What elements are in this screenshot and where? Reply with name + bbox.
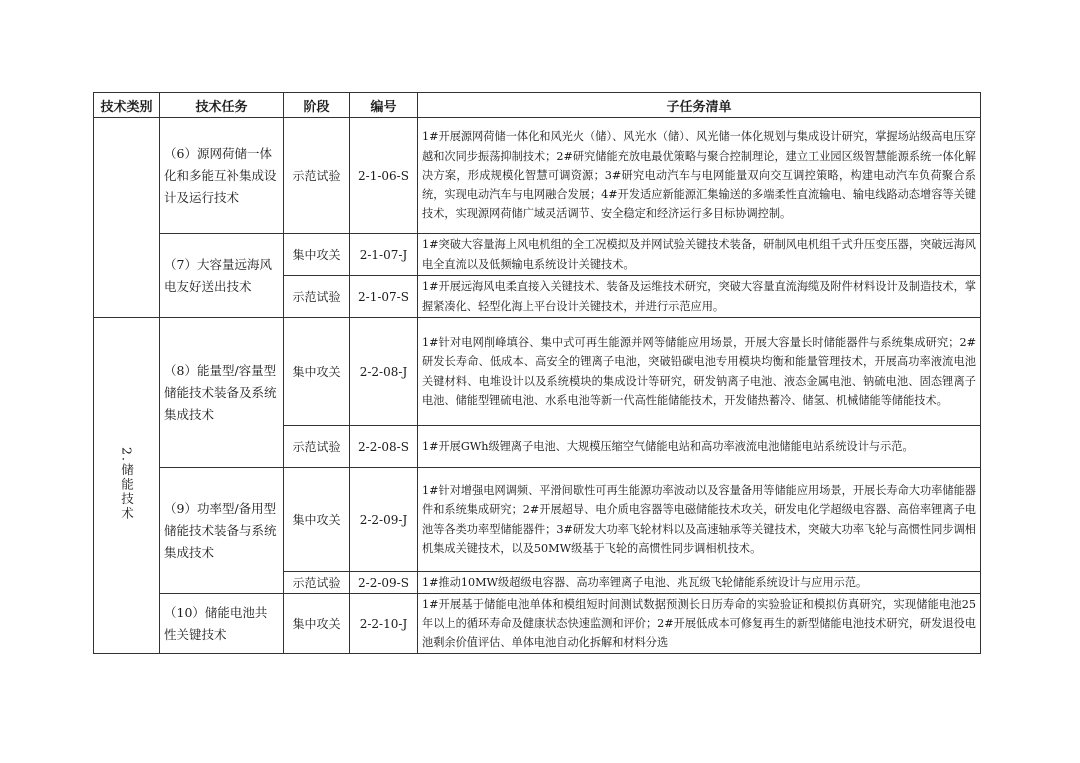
table-row — [94, 234, 981, 276]
task-cell: （6）源网荷储一体化和多能互补集成设计及运行技术 — [160, 118, 284, 234]
subtask-cell: 1#针对增强电网调频、平滑间歇性可再生能源功率波动以及容量备用等储能应用场景，开展长寿命大功率储能器件和系统集成研究；2#开展超导、电介质电容器等电磁储能技术攻关，研发电化学超级电容器、高倍率锂离子电池等各类功率型储能器件；3#研发大功率飞轮材料以及高速轴承等关键技术，突破大功率飞轮与高惯性同步调相机集成关键技术，以及50MW级基于飞轮的高惯性同步调相机技术。 — [418, 468, 981, 572]
category-label: 2.储能技术 — [119, 447, 135, 521]
subtask-cell: 1#开展源网荷储一体化和风光火（储）、风光水（储）、风光储一体化规划与集成设计研究，掌握场站级高电压穿越和次同步振荡抑制技术；2#研究储能充放电最优策略与聚合控制理论，建立工业园区级智慧能源系统一体化解决方案，形成规模化智慧可调资源；3#研究电动汽车与电网能量双向交互调控策略，构建电动汽车负荷聚合系统，实现电动汽车与电网融合发展；4#开发适应新能源汇集输送的多端柔性直流输电、输电线路动态增容等关键技术，实现源网荷储广域灵活调节、安全稳定和经济运行多目标协调控制。 — [418, 118, 981, 234]
header-subtasks: 子任务清单 — [418, 93, 981, 118]
table-row — [94, 594, 981, 654]
subtask-cell: 1#开展基于储能电池单体和模组短时间测试数据预测长日历寿命的实验验证和模拟仿真研究，实现储能电池25年以上的循环寿命及健康状态快速监测和评价；2#开展低成本可修复再生的新型储能电池技术研究，研发退役电池剩余价值评估、单体电池自动化拆解和材料分选 — [418, 594, 981, 654]
task-table — [93, 92, 981, 654]
code-cell: 2-1-06-S — [350, 118, 418, 234]
subtask-cell: 1#针对电网削峰填谷、集中式可再生能源并网等储能应用场景，开展大容量长时储能器件与系统集成研究；2#研发长寿命、低成本、高安全的锂离子电池，突破铅碳电池专用模块均衡和能量管理技术，开展高功率液流电池关键材料、电堆设计以及系统模块的集成设计等研究，研发钠离子电池、液态金属电池、钠硫电池、固态锂离子电池、储能型锂硫电池、水系电池等新一代高性能储能技术，开发储热蓄冷、储氢、机械储能等储能技术。 — [418, 318, 981, 426]
header-category: 技术类别 — [94, 93, 160, 118]
task-cell: （7）大容量远海风电友好送出技术 — [160, 234, 284, 318]
category-cell-storage — [94, 318, 160, 654]
stage-cell: 集中攻关 — [284, 318, 350, 426]
code-cell: 2-1-07-J — [350, 234, 418, 276]
category-cell-blank — [94, 118, 160, 318]
code-cell: 2-2-08-S — [350, 426, 418, 468]
table-row — [94, 318, 981, 426]
code-cell: 2-2-10-J — [350, 594, 418, 654]
stage-cell: 示范试验 — [284, 572, 350, 594]
task-cell: （9）功率型/备用型储能技术装备与系统集成技术 — [160, 468, 284, 594]
table-row — [94, 118, 981, 234]
subtask-cell: 1#开展远海风电柔直接入关键技术、装备及运维技术研究，突破大容量直流海缆及附件材料设计及制造技术，掌握紧凑化、轻型化海上平台设计关键技术，并进行示范应用。 — [418, 276, 981, 318]
subtask-cell: 1#推动10MW级超级电容器、高功率锂离子电池、兆瓦级飞轮储能系统设计与应用示范。 — [418, 572, 981, 594]
code-cell: 2-2-09-S — [350, 572, 418, 594]
header-row — [94, 93, 981, 118]
code-cell: 2-2-09-J — [350, 468, 418, 572]
stage-cell: 集中攻关 — [284, 594, 350, 654]
subtask-cell: 1#突破大容量海上风电机组的全工况模拟及并网试验关键技术装备，研制风电机组千式升压变压器，突破远海风电全直流以及低频输电系统设计关键技术。 — [418, 234, 981, 276]
code-cell: 2-1-07-S — [350, 276, 418, 318]
header-task: 技术任务 — [160, 93, 284, 118]
task-cell: （10）储能电池共性关键技术 — [160, 594, 284, 654]
stage-cell: 示范试验 — [284, 276, 350, 318]
header-stage: 阶段 — [284, 93, 350, 118]
stage-cell: 集中攻关 — [284, 234, 350, 276]
stage-cell: 示范试验 — [284, 118, 350, 234]
task-cell: （8）能量型/容量型储能技术装备及系统集成技术 — [160, 318, 284, 468]
stage-cell: 示范试验 — [284, 426, 350, 468]
subtask-cell: 1#开展GWh级锂离子电池、大规模压缩空气储能电站和高功率液流电池储能电站系统设计与示范。 — [418, 426, 981, 468]
stage-cell: 集中攻关 — [284, 468, 350, 572]
code-cell: 2-2-08-J — [350, 318, 418, 426]
table-row — [94, 468, 981, 572]
header-code: 编号 — [350, 93, 418, 118]
